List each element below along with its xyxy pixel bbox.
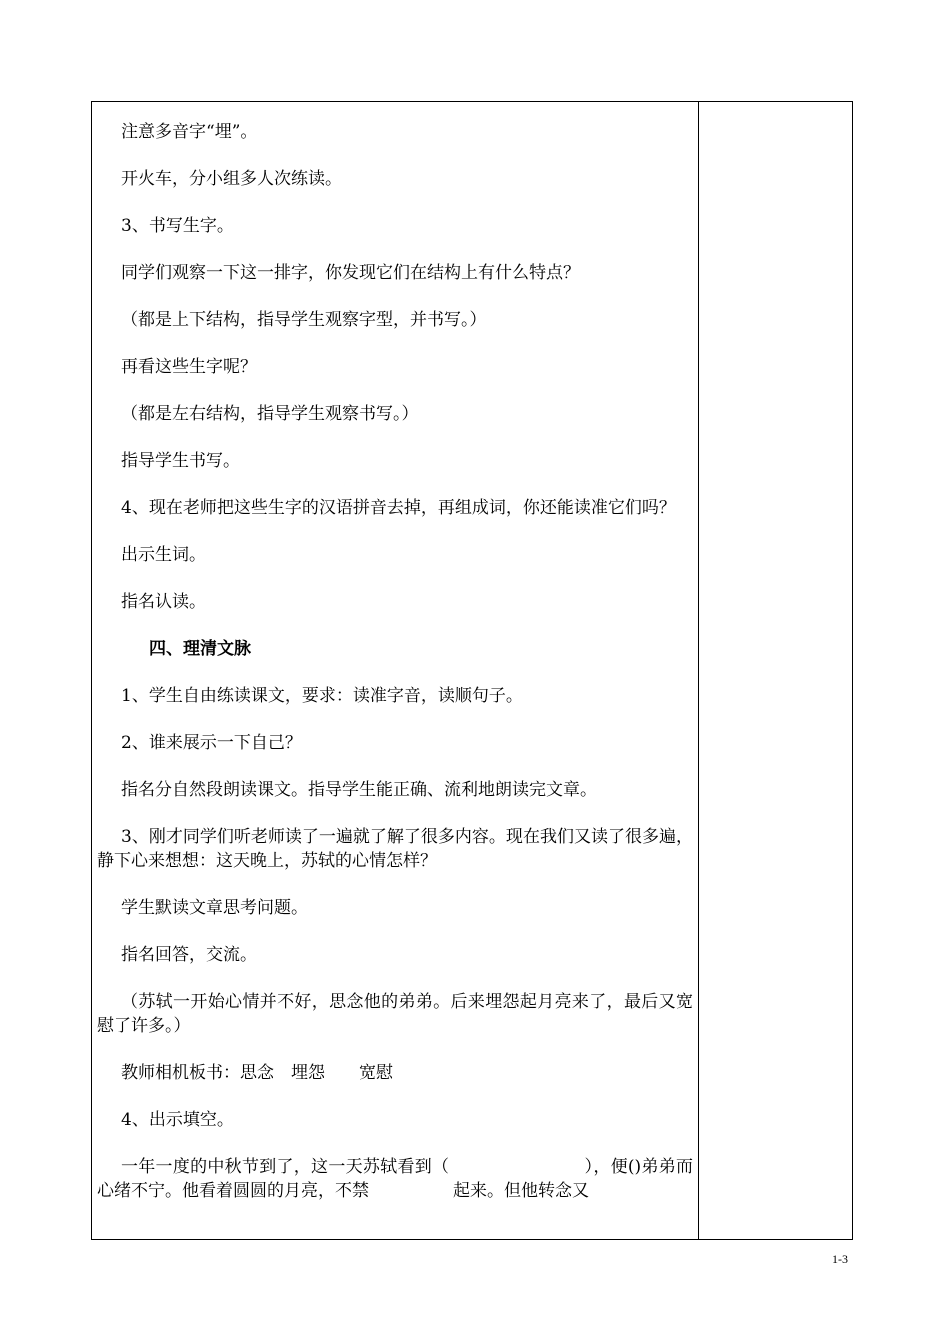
paragraph: （都是左右结构，指导学生观察书写。） bbox=[121, 404, 419, 424]
paragraph: 出示生词。 bbox=[121, 545, 206, 565]
fill-blank-text: ），便( bbox=[584, 1157, 635, 1177]
fill-blank-text: 起来。但他转念又 bbox=[453, 1181, 589, 1201]
paragraph: 注意多音字“埋”。 bbox=[121, 122, 258, 142]
paragraph: （苏轼一开始心情并不好，思念他的弟弟。后来埋怨起月亮来了，最后又宽慰了许多。） bbox=[97, 992, 693, 1036]
paragraph: 4、出示填空。 bbox=[121, 1110, 234, 1130]
paragraph: 开火车，分小组多人次练读。 bbox=[121, 169, 342, 189]
lesson-content bbox=[97, 120, 693, 1203]
paragraph: 3、书写生字。 bbox=[121, 216, 234, 236]
paragraph: 教师相机板书：思念 埋怨 宽慰 bbox=[121, 1063, 393, 1083]
fill-blank-text: 一年一度的中秋节到了，这一天苏轼看到（ bbox=[121, 1157, 450, 1177]
fill-blank-text: )弟弟而心绪不宁。他看着圆圆的月亮，不禁 bbox=[97, 1157, 693, 1201]
page-number: 1-3 bbox=[832, 1252, 848, 1266]
paragraph: （都是上下结构，指导学生观察字型，并书写。） bbox=[121, 310, 487, 330]
paragraph: 指名回答，交流。 bbox=[121, 945, 257, 965]
paragraph: 指导学生书写。 bbox=[121, 451, 240, 471]
paragraph: 学生默读文章思考问题。 bbox=[121, 898, 308, 918]
paragraph: 1、学生自由练读课文，要求：读准字音，读顺句子。 bbox=[121, 686, 523, 706]
paragraph: 4、现在老师把这些生字的汉语拼音去掉，再组成词，你还能读准它们吗？ bbox=[121, 498, 676, 518]
table-column-divider bbox=[698, 101, 699, 1240]
paragraph: 指名认读。 bbox=[121, 592, 206, 612]
paragraph: 3、刚才同学们听老师读了一遍就了解了很多内容。现在我们又读了很多遍，静下心来想想：这天晚上，苏轼的心情怎样？ bbox=[97, 827, 693, 871]
fill-blank-paragraph bbox=[97, 1155, 693, 1203]
section-heading: 四、理清文脉 bbox=[149, 639, 251, 659]
paragraph: 2、谁来展示一下自己？ bbox=[121, 733, 302, 753]
paragraph: 再看这些生字呢？ bbox=[121, 357, 257, 377]
paragraph: 同学们观察一下这一排字，你发现它们在结构上有什么特点？ bbox=[121, 263, 580, 283]
paragraph: 指名分自然段朗读课文。指导学生能正确、流利地朗读完文章。 bbox=[121, 780, 597, 800]
